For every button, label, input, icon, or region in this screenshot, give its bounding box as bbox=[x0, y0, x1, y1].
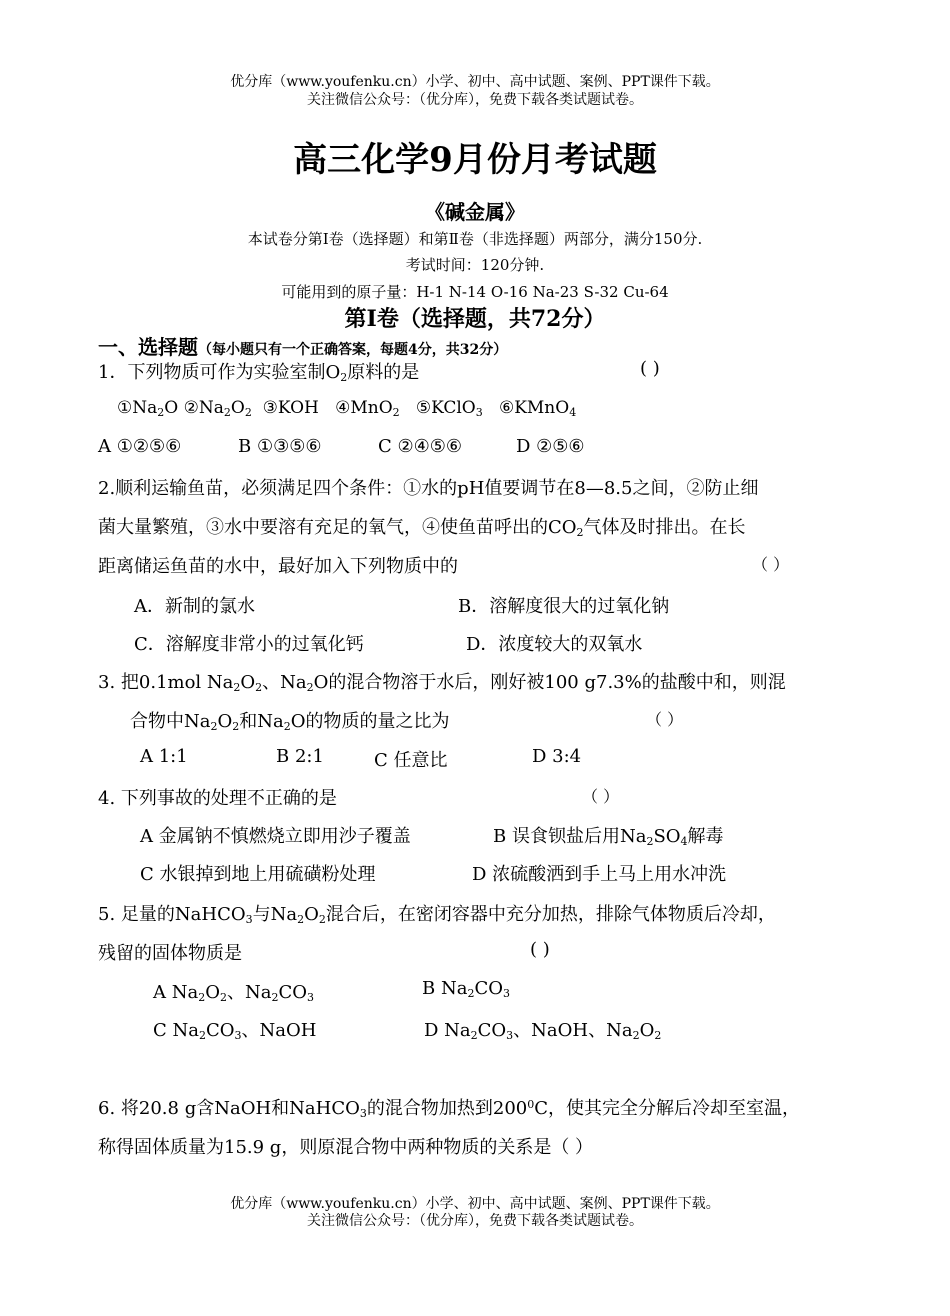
q5-option-c-text: C Na bbox=[153, 1020, 199, 1041]
q2-line-3: 距离储运鱼苗的水中，最好加入下列物质中的 bbox=[98, 556, 458, 577]
q1-item-6: ⑥KMnO bbox=[498, 398, 570, 418]
q5-option-a-sub-1: 2 bbox=[198, 991, 206, 1004]
q3-line-2-text: 合物中Na bbox=[130, 711, 211, 732]
q2-option-c: C．溶解度非常小的过氧化钙 bbox=[134, 634, 364, 655]
q1-item-2: ②Na bbox=[183, 398, 224, 418]
q1-item-1-tail: O bbox=[164, 398, 179, 418]
q6-line-1 bbox=[98, 1094, 800, 1120]
q5-option-a-text: A Na bbox=[153, 982, 199, 1003]
q3-answer-paren: （ ） bbox=[646, 710, 684, 729]
q5-option-a-sub-3: 2 bbox=[271, 991, 279, 1004]
q6-sub-1: 3 bbox=[359, 1107, 367, 1120]
section-heading bbox=[98, 331, 507, 360]
q5-option-d-text: D Na bbox=[424, 1020, 471, 1041]
q3-sub-5: 2 bbox=[232, 720, 240, 733]
q4-option-b-mid: SO bbox=[653, 826, 681, 847]
q1-option-c: C ②④⑤⑥ bbox=[378, 436, 463, 457]
footer-line-2: 关注微信公众号：（优分库），免费下载各类试题试卷。 bbox=[307, 1213, 643, 1229]
q5-option-d-sub-2: 3 bbox=[506, 1029, 514, 1042]
q3-sub-6: 2 bbox=[283, 720, 291, 733]
q2-line-2-tail: 气体及时排出。在长 bbox=[583, 517, 746, 538]
q2-option-d: D．浓度较大的双氧水 bbox=[466, 634, 643, 655]
q5-line-1 bbox=[98, 900, 776, 926]
q5-sub-3: 2 bbox=[318, 913, 326, 926]
q5-option-a-mid-1: O bbox=[205, 982, 220, 1003]
q4-stem: 4. 下列事故的处理不正确的是 bbox=[98, 788, 337, 809]
q3-line-2-tail: O的物质的量之比为 bbox=[290, 711, 450, 732]
q4-option-d: D 浓硫酸洒到手上马上用水冲洗 bbox=[472, 864, 727, 885]
q1-item-3: ③KOH bbox=[262, 398, 319, 418]
q5-option-c-sub-1: 2 bbox=[198, 1029, 206, 1042]
q4-answer-paren: （ ） bbox=[582, 787, 620, 806]
q3-option-d: D 3:4 bbox=[532, 746, 582, 767]
q4-option-b bbox=[493, 822, 724, 848]
q5-option-d-mid-2: 、NaOH、Na bbox=[513, 1020, 633, 1041]
q5-option-b-text: B Na bbox=[422, 978, 468, 999]
q5-option-c-tail: 、NaOH bbox=[241, 1020, 317, 1041]
q1-stem-text: 1．下列物质可作为实验室制O bbox=[98, 362, 341, 383]
exam-info-line-2: 考试时间：120分钟. bbox=[405, 256, 545, 274]
exam-info-line-1: 本试卷分第Ⅰ卷（选择题）和第Ⅱ卷（非选择题）两部分，满分150分. bbox=[247, 230, 703, 248]
q3-option-c: C 任意比 bbox=[374, 750, 448, 771]
q1-option-b: B ①③⑤⑥ bbox=[238, 436, 322, 457]
header-line-1: 优分库（www.youfenku.cn）小学、初中、高中试题、案例、PPT课件下载。 bbox=[230, 74, 720, 90]
q4-option-b-sub-2: 4 bbox=[680, 835, 688, 848]
q3-line-1-text: 3. 把0.1mol Na bbox=[98, 672, 234, 693]
q3-sub-2: 2 bbox=[255, 681, 263, 694]
q4-option-c: C 水银掉到地上用硫磺粉处理 bbox=[140, 864, 376, 885]
q5-option-b-mid: CO bbox=[474, 978, 503, 999]
q4-option-b-text: B 误食钡盐后用Na bbox=[493, 826, 647, 847]
q1-item-4-sub: 2 bbox=[392, 406, 400, 419]
section-heading-text: 一、选择题 bbox=[98, 335, 198, 359]
q5-mid-1: 与Na bbox=[252, 904, 298, 925]
q2-line-1: 2.顺利运输鱼苗，必须满足四个条件：①水的pH值要调节在8—8.5之间，②防止细 bbox=[98, 478, 759, 499]
q5-option-a-mid-3: CO bbox=[278, 982, 307, 1003]
q3-sub-3: 2 bbox=[306, 681, 314, 694]
header-line-2: 关注微信公众号：（优分库），免费下载各类试题试卷。 bbox=[307, 92, 643, 108]
page-title: 高三化学9月份月考试题 bbox=[293, 140, 657, 180]
q4-option-b-tail: 解毒 bbox=[687, 826, 724, 847]
q5-option-b bbox=[422, 978, 510, 999]
q5-mid-2: O bbox=[304, 904, 319, 925]
q1-item-4: ④MnO bbox=[335, 398, 393, 418]
q2-option-a: A．新制的氯水 bbox=[134, 596, 255, 617]
q3-line-2 bbox=[130, 707, 450, 733]
q3-mid-3: O bbox=[217, 711, 233, 732]
q3-sub-4: 2 bbox=[210, 720, 218, 733]
q1-option-d: D ②⑤⑥ bbox=[516, 436, 585, 457]
q1-answer-paren: ( ) bbox=[640, 358, 660, 379]
q5-line-1-text: 5. 足量的NaHCO bbox=[98, 904, 246, 925]
q3-line-1-tail: O的混合物溶于水后，刚好被100 g7.3%的盐酸中和，则混 bbox=[313, 672, 786, 693]
q2-line-2-sub: 2 bbox=[576, 526, 584, 539]
q5-option-b-sub-2: 3 bbox=[502, 987, 510, 1000]
volume-title: 第Ⅰ卷（选择题，共72分） bbox=[344, 306, 606, 332]
q1-stem bbox=[98, 358, 419, 384]
exam-info-line-3: 可能用到的原子量：H-1 N-14 O-16 Na-23 S-32 Cu-64 bbox=[281, 283, 669, 301]
q1-item-2-sub: 2 bbox=[223, 406, 231, 419]
q1-item-1: ①Na bbox=[117, 398, 158, 418]
page-subtitle: 《碱金属》 bbox=[425, 200, 525, 224]
q5-option-d-sub-3: 2 bbox=[632, 1029, 640, 1042]
q4-option-a: A 金属钠不慎燃烧立即用沙子覆盖 bbox=[140, 826, 411, 847]
q1-items bbox=[117, 398, 576, 418]
q3-option-b: B 2:1 bbox=[276, 746, 324, 767]
q5-option-b-sub-1: 2 bbox=[467, 987, 475, 1000]
q5-option-d-sub-1: 2 bbox=[470, 1029, 478, 1042]
q5-line-2: 残留的固体物质是 bbox=[98, 943, 242, 964]
q1-item-2-sub2: 2 bbox=[244, 406, 252, 419]
q5-option-d-mid-3: O bbox=[639, 1020, 655, 1041]
q2-line-2-text: 菌大量繁殖，③水中要溶有充足的氧气，④使鱼苗呼出的CO bbox=[98, 517, 577, 538]
q5-sub-1: 3 bbox=[245, 913, 253, 926]
q2-option-b: B．溶解度很大的过氧化钠 bbox=[458, 596, 670, 617]
q5-option-a-sub-2: 2 bbox=[219, 991, 227, 1004]
q1-item-1-sub: 2 bbox=[157, 406, 165, 419]
q5-sub-2: 2 bbox=[297, 913, 305, 926]
q6-line-2: 称得固体质量为15.9 g，则原混合物中两种物质的关系是（ ） bbox=[98, 1137, 594, 1158]
q3-mid-2: 、Na bbox=[262, 672, 307, 693]
q3-option-a: A 1:1 bbox=[140, 746, 188, 767]
q1-item-5: ⑤KClO bbox=[415, 398, 476, 418]
q5-answer-paren: ( ) bbox=[530, 939, 550, 960]
q5-option-d-sub-4: 2 bbox=[654, 1029, 662, 1042]
q1-item-2-mid: O bbox=[230, 398, 245, 418]
q6-sup: 0 bbox=[527, 1098, 535, 1111]
q5-option-d-mid-1: CO bbox=[477, 1020, 507, 1041]
q5-line-1-tail: 混合后，在密闭容器中充分加热，排除气体物质后冷却， bbox=[325, 904, 776, 925]
q1-item-5-sub: 3 bbox=[475, 406, 483, 419]
q1-stem-sub: 2 bbox=[340, 371, 348, 384]
q5-option-a-mid-2: 、Na bbox=[226, 982, 272, 1003]
q1-stem-text-2: 原料的是 bbox=[347, 362, 420, 383]
q3-mid-1: O bbox=[240, 672, 256, 693]
q6-line-1-text: 6. 将20.8 g含NaOH和NaHCO bbox=[98, 1098, 360, 1119]
q3-mid-4: 和Na bbox=[239, 711, 284, 732]
q6-line-1-mid: 的混合物加热到200 bbox=[366, 1098, 528, 1119]
q5-option-c-sub-2: 3 bbox=[234, 1029, 242, 1042]
q2-line-2 bbox=[98, 513, 746, 539]
q5-option-c-mid: CO bbox=[205, 1020, 235, 1041]
footer-line-1: 优分库（www.youfenku.cn）小学、初中、高中试题、案例、PPT课件下载。 bbox=[230, 1196, 720, 1212]
q5-option-a-sub-4: 3 bbox=[306, 991, 314, 1004]
q4-option-b-sub-1: 2 bbox=[646, 835, 654, 848]
q1-option-a: A ①②⑤⑥ bbox=[98, 436, 182, 457]
section-heading-note: （每小题只有一个正确答案，每题4分，共32分） bbox=[198, 342, 508, 358]
q1-item-6-sub: 4 bbox=[569, 406, 577, 419]
q5-option-a bbox=[153, 978, 314, 1004]
q5-option-d bbox=[424, 1016, 661, 1042]
q2-answer-paren: （ ） bbox=[752, 555, 790, 574]
q3-sub-1: 2 bbox=[233, 681, 241, 694]
q3-line-1 bbox=[98, 668, 786, 694]
q5-option-c bbox=[153, 1016, 316, 1042]
q6-line-1-tail: C，使其完全分解后冷却至室温， bbox=[534, 1098, 801, 1119]
